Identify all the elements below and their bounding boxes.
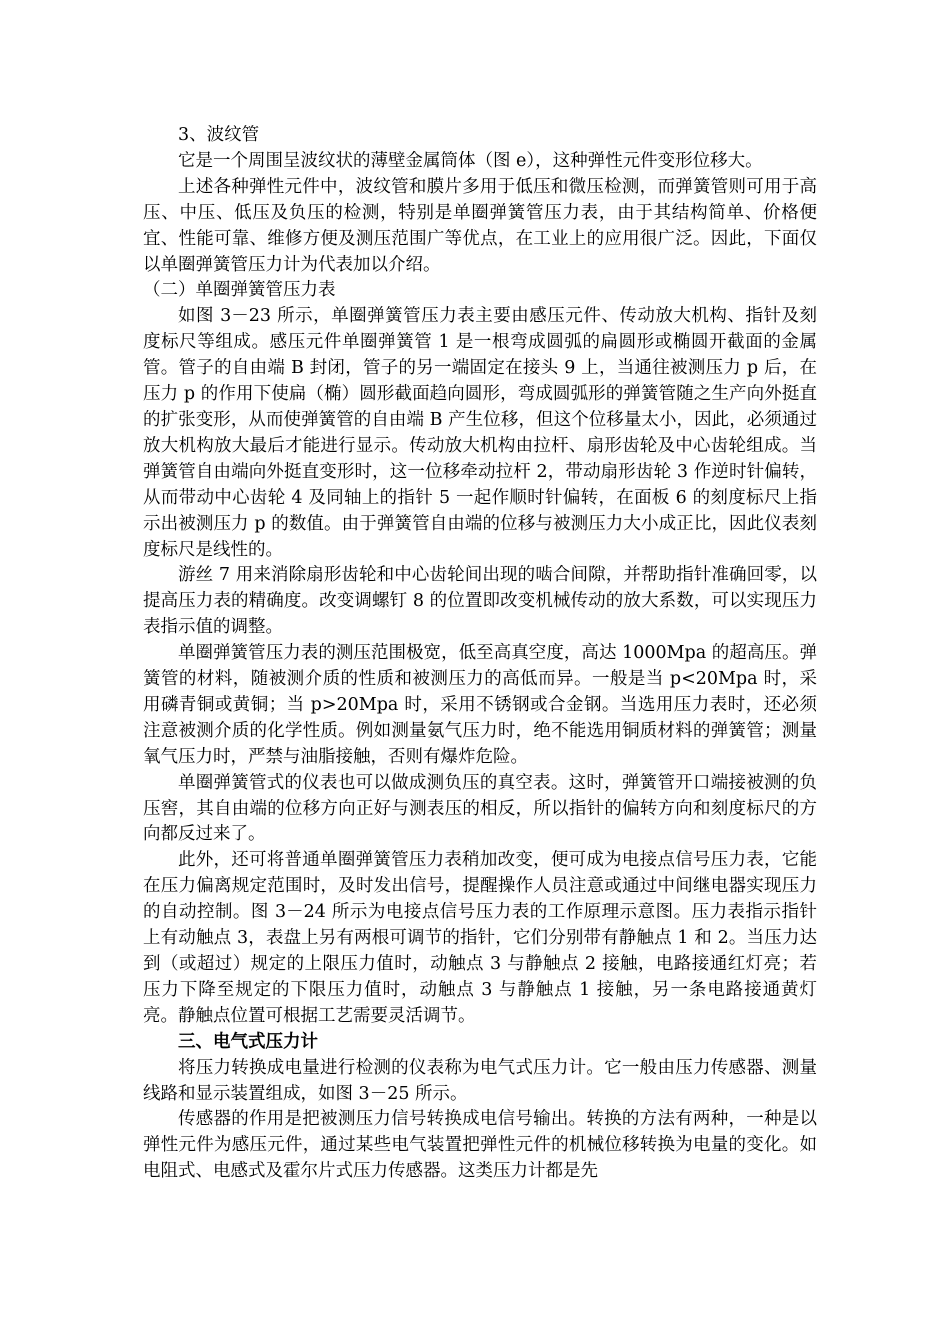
subheading-single-coil-gauge: （二）单圈弹簧管压力表 (143, 280, 336, 301)
paragraph-contact-gauge: 此外，还可将普通单圈弹簧管压力表稍加改变，便可成为电接点信号压力表，它能在压力偏离规定范围时，及时发出信号，提醒操作人员注意或通过中间继电器实现压力的自动控制。图 3－24 所示为电接点信号压力表的工作原理示意图。压力表指示指针上有动触点 3，表盘上另有两根可调节的指针，它们分别带有静触点 1 和 2。当压力达到（或超过）规定的上限压力值时，动触点 3 与静触点 2 接触，电路接通红灯亮；若压力下降至规定的下限压力值时，动触点 3 与静触点 1 接触，另一条电路接通黄灯亮。静触点位置可根据工艺需要灵活调节。 (143, 850, 817, 1026)
section-3-heading: 三、电气式压力计 (178, 1031, 318, 1052)
paragraph-vacuum: 单圈弹簧管式的仪表也可以做成测负压的真空表。这时，弹簧管开口端接被测的负压窖，其自由端的位移方向正好与测表压的相反，所以指针的偏转方向和刻度标尺的方向都反过来了。 (143, 772, 817, 845)
paragraph-electric-gauge: 将压力转换成电量进行检测的仪表称为电气式压力计。它一般由压力传感器、测量线路和显示装置组成，如图 3－25 所示。 (143, 1057, 817, 1104)
paragraph-summary: 上述各种弹性元件中，波纹管和膜片多用于低压和微压检测，而弹簧管则可用于高压、中压、低压及负压的检测，特别是单圈弹簧管压力表，由于其结构简单、价格便宜、性能可靠、维修方便及测压范围广等优点，在工业上的应用很广泛。因此，下面仅以单圈弹簧管压力计为代表加以介绍。 (143, 176, 817, 275)
item-3-heading: 3、波纹管 (178, 125, 260, 145)
document-body (143, 123, 817, 1185)
paragraph-hairspring: 游丝 7 用来消除扇形齿轮和中心齿轮间出现的啮合间隙，并帮助指针准确回零，以提高压力表的精确度。改变调螺钉 8 的位置即改变机械传动的放大系数，可以实现压力表指示值的调整。 (143, 565, 817, 638)
paragraph-bellows: 它是一个周围呈波纹状的薄壁金属筒体（图 e），这种弹性元件变形位移大。 (178, 150, 763, 171)
paragraph-range: 单圈弹簧管压力表的测压范围极宽，低至高真空度，高达 1000Mpa 的超高压。弹簧管的材料，随被测介质的性质和被测压力的高低而异。一般是当 p<20Mpa 时，采用磷青铜或黄铜；当 p>20Mpa 时，采用不锈钢或合金钢。当选用压力表时，还必须注意被测介质的化学性质。例如测量氨气压力时，绝不能选用铜质材料的弹簧管；测量氧气压力时，严禁与油脂接触，否则有爆炸危险。 (143, 643, 817, 767)
paragraph-sensor: 传感器的作用是把被测压力信号转换成电信号输出。转换的方法有两种，一种是以弹性元件为感压元件，通过某些电气装置把弹性元件的机械位移转换为电量的变化。如电阻式、电感式及霍尔片式压力传感器。这类压力计都是先 (143, 1109, 817, 1182)
paragraph-structure: 如图 3－23 所示，单圈弹簧管压力表主要由感压元件、传动放大机构、指针及刻度标尺等组成。感压元件单圈弹簧管 1 是一根弯成圆弧的扁圆形或椭圆开截面的金属管。管子的自由端 B 封闭，管子的另一端固定在接头 9 上，当通往被测压力 p 后，在压力 p 的作用下使扁（椭）圆形截面趋向圆形，弯成圆弧形的弹簧管随之生产向外挺直的扩张变形，从而使弹簧管的自由端 B 产生位移，但这个位移量太小，因此，必须通过放大机构放大最后才能进行显示。传动放大机构由拉杆、扇形齿轮及中心齿轮组成。当弹簧管自由端向外挺直变形时，这一位移牵动拉杆 2，带动扇形齿轮 3 作逆时针偏转，从而带动中心齿轮 4 及同轴上的指针 5 一起作顺时针偏转，在面板 6 的刻度标尺上指示出被测压力 p 的数值。由于弹簧管自由端的位移与被测压力大小成正比，因此仪表刻度标尺是线性的。 (143, 306, 817, 560)
